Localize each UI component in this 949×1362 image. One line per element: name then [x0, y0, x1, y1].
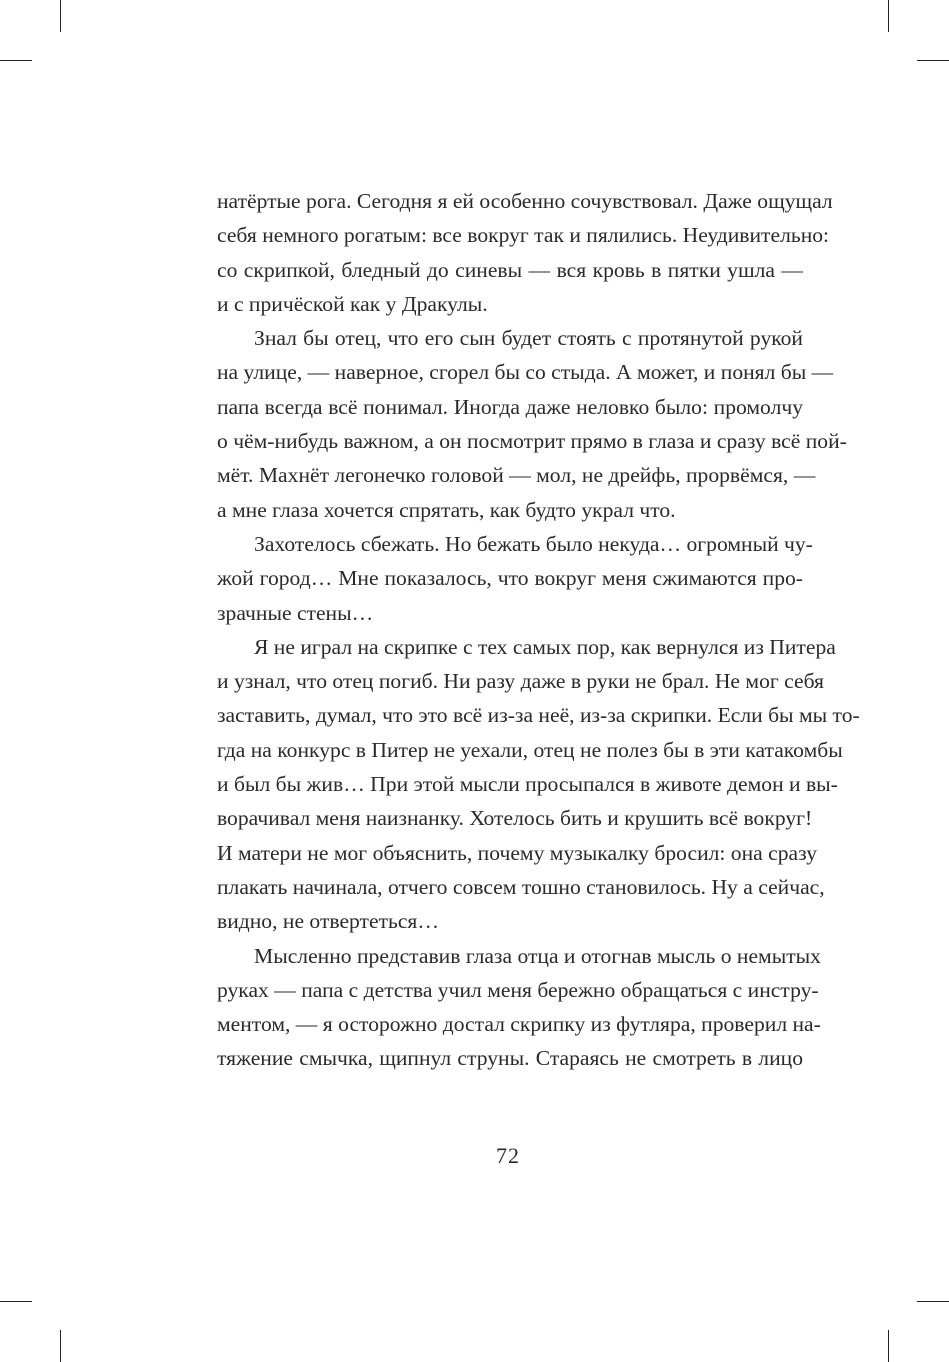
- text-line: и с причёской как у Дракулы.: [217, 291, 488, 316]
- text-line: о чём-нибудь важном, а он посмотрит прямо в глаза и сразу всё пой-: [217, 429, 847, 454]
- text-line: себя немного рогатым: все вокруг так и пялились. Неудивительно:: [217, 223, 830, 248]
- crop-mark-top-right-horizontal: [917, 60, 949, 61]
- text-line: плакать начинала, отчего совсем тошно становилось. Ну а сейчас,: [217, 874, 825, 899]
- crop-mark-bottom-left-horizontal: [0, 1301, 32, 1302]
- crop-mark-bottom-right-vertical: [888, 1330, 889, 1362]
- text-line: руках — папа с детства учил меня бережно обращаться с инстру-: [217, 977, 819, 1002]
- text-line: заставить, думал, что это всё из-за неё, из-за скрипки. Если бы мы то-: [217, 703, 860, 728]
- text-line: и узнал, что отец погиб. Ни разу даже в руки не брал. Не мог себя: [217, 669, 824, 694]
- crop-mark-top-right-vertical: [888, 0, 889, 32]
- text-line: И матери не мог объяснить, почему музыкалку бросил: она сразу: [217, 840, 817, 865]
- text-line: Знал бы отец, что его сын будет стоять с протянутой рукой: [254, 326, 803, 351]
- text-line: а мне глаза хочется спрятать, как будто украл что.: [217, 497, 676, 522]
- text-line: Мысленно представив глаза отца и отогнав мысль о немытых: [254, 943, 821, 968]
- text-line: Захотелось сбежать. Но бежать было некуда… огромный чу-: [254, 531, 813, 556]
- text-line: на улице, — наверное, сгорел бы со стыда. А может, и понял бы —: [217, 360, 834, 385]
- text-line: видно, не отвертеться…: [217, 909, 439, 934]
- text-line: Я не играл на скрипке с тех самых пор, как вернулся из Питера: [254, 634, 836, 659]
- text-line: и был бы жив… При этой мысли просыпался в животе демон и вы-: [217, 772, 838, 797]
- text-line: натёртые рога. Сегодня я ей особенно сочувствовал. Даже ощущал: [217, 189, 833, 213]
- text-line: ворачивал меня наизнанку. Хотелось бить и крушить всё вокруг!: [217, 806, 813, 831]
- page-number: 72: [496, 1143, 520, 1168]
- crop-mark-top-left-vertical: [60, 0, 61, 32]
- crop-mark-bottom-left-vertical: [60, 1330, 61, 1362]
- text-line: гда на конкурс в Питер не уехали, отец не полез бы в эти катакомбы: [217, 737, 843, 762]
- text-line: со скрипкой, бледный до синевы — вся кровь в пятки ушла —: [217, 257, 803, 282]
- text-line: тяжение смычка, щипнул струны. Стараясь не смотреть в лицо: [217, 1046, 803, 1071]
- text-line: жой город… Мне показалось, что вокруг меня сжимаются про-: [217, 566, 803, 591]
- body-text: [217, 184, 860, 1076]
- text-line: зрачные стены…: [217, 600, 374, 625]
- text-line: папа всегда всё понимал. Иногда даже неловко было: промолчу: [217, 394, 803, 419]
- text-line: мёт. Махнёт легонечко головой — мол, не дрейфь, прорвёмся, —: [217, 463, 816, 488]
- crop-mark-top-left-horizontal: [0, 60, 32, 61]
- crop-mark-bottom-right-horizontal: [917, 1301, 949, 1302]
- text-line: ментом, — я осторожно достал скрипку из футляра, проверил на-: [217, 1012, 821, 1037]
